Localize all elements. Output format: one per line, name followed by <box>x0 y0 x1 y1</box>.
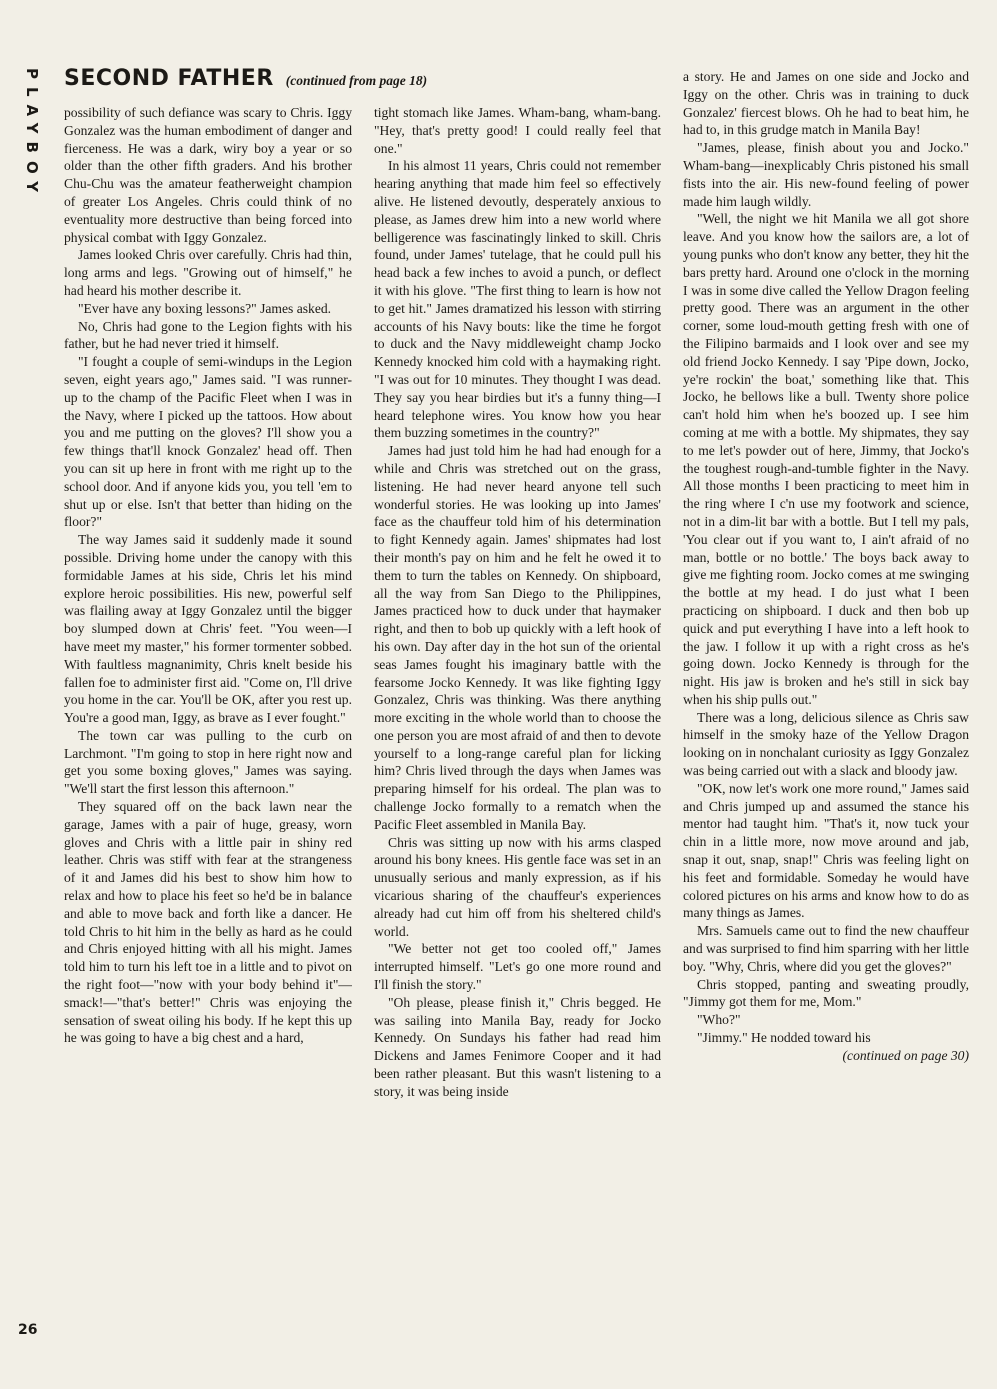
paragraph: Chris was sitting up now with his arms clasped around his bony knees. His gentle face was set in an unusually serious and manly expression, as if his vicarious sharing of the chauffeur's experiences already had cut him off from his sheltered child's world. <box>374 834 661 939</box>
story-header <box>64 66 664 98</box>
continued-from-note: (continued from page 18) <box>285 73 428 88</box>
vertical-magazine-logo <box>20 67 44 201</box>
text-column-1 <box>64 104 352 1344</box>
page-number: 26 <box>18 1322 38 1338</box>
paragraph: "I fought a couple of semi-windups in the Legion seven, eight years ago," James said. "I was runner-up to the champ of the Pacific Fleet when I was in the Navy, where I picked up the tattoos. How about you and me putting on the gloves? I'll show you a few things that'll knock Gonzalez' head off. Then you can sit up here in front with me right up to the school door. And if anyone kids you, you tell 'em to shut up or else. Isn't that better than hiding on the floor?" <box>64 354 352 530</box>
paragraph: The way James said it suddenly made it sound possible. Driving home under the canopy with this formidable James at his side, Chris let his mind explore heroic possibilities. His new, powerful self was flailing away at Iggy Gonzalez until the bigger boy slumped down at Chris' feet. "You ween—I have meet my master," his former tormenter sobbed. With faultless magnanimity, Chris knelt beside his fallen foe to administer first aid. "Come on, I'll drive you home in the car. You'll be OK, after you rest up. You're a good man, Iggy, as brave as I ever fought." <box>64 532 352 726</box>
paragraph: James looked Chris over carefully. Chris had thin, long arms and legs. "Growing out of himself," he had heard his mother describe it. <box>64 247 352 298</box>
paragraph: No, Chris had gone to the Legion fights with his father, but he had never tried it himself. <box>64 318 352 352</box>
paragraph: They squared off on the back lawn near the garage, James with a pair of huge, greasy, worn gloves and Chris with a little pair in shiny red leather. Chris was stiff with fear at the strangeness of it and James did his best to show him how to relax and how to place his feet so he'd be in balance and able to move back and forth like a dancer. He told Chris to hit him in the belly as hard as he could and Chris enjoyed hitting with all his might. James told him to turn his left toe in a little and to pivot on the right foot—"now with your body behind it"—smack!—"that's better!" Chris was enjoying the sensation of sweat oiling his body. If he kept this up he was going to have a big chest and a hard, <box>64 799 352 1046</box>
text-column-2 <box>374 104 661 1344</box>
paragraph: "Jimmy." He nodded toward his <box>697 1030 871 1046</box>
text-column-3 <box>683 68 969 1358</box>
paragraph: "Who?" <box>697 1012 741 1028</box>
paragraph: "Well, the night we hit Manila we all got shore leave. And you know how the sailors are, a lot of young punks who don't know any better, they hit the bars pretty hard. Around one o'clock in the morning I was in some dive called the Yellow Dragon feeling pretty good. There was an argument in the other corner, some loud-mouth getting fresh with one of the Filipino barmaids and I look over and see my old friend Jocko Kennedy. I say 'Pipe down, Jocko, ye're rockin' the boat,' something like that. This Jocko, he bellows like a bull. Twenty shore police can't hold him when he's boozed up. I see him coming at me with a bottle. My shipmates, they say to me let's powder out of here, Jimmy, that Jocko's the toughest rough-and-tumble fighter in the Navy. All those months I been practicing to meet him in the ring where I c'n use my footwork and science, not in a dim-lit bar with a bottle. But I tell my pals, 'You clear out if you want to, I ain't afraid of no man, bottle or no bottle.' The boys back away to give me fighting room. Jocko comes at me swinging the bottle at my head. I do just what I been practicing on shipboard. I duck and then bob up quick and put everything I have into a left hook to the jaw. I follow it up with a right cross as he's going down. Jocko Kennedy is through for the night. His jaw is broken and he's still in sick bay when his ship pulls out." <box>683 211 969 707</box>
paragraph: "Oh please, please finish it," Chris begged. He was sailing into Manila Bay, ready for Jocko Kennedy. On Sundays his father had read him Dickens and James Fenimore Cooper and it had been rather pleasant. But this wasn't listening to a story, it was being inside <box>374 994 661 1099</box>
paragraph: "OK, now let's work one more round," James said and Chris jumped up and assumed the stance his mentor had taught him. "That's it, now tuck your chin in a little more, now move around and jab, snap it out, snap, snap!" Chris was feeling light on his feet and formidable. Someday he would have colored pictures on his arms and know how to do as many things as James. <box>683 780 969 921</box>
paragraph: In his almost 11 years, Chris could not remember hearing anything that made him feel so effectively alive. He listened devoutly, desperately anxious to please, as James drew him into a new world where belligerence was fascinatingly linked to skill. Chris found, under James' tutelage, that he could pull his head back a few inches to avoid a punch, or deflect it with his glove. "The first thing to learn is how not to get hit." James dramatized his lesson with stirring accounts of his Navy bouts: like the time he forgot to duck and the Navy middleweight champ Jocko Kennedy knocked him cold with a haymaking right. "I was out for 10 minutes. They thought I was dead. They say you hear birdies but it's a funny thing—I heard telephone wires. You know how you hear them buzzing sometimes in the country?" <box>374 158 661 441</box>
paragraph: a story. He and James on one side and Jocko and Iggy on the other. Chris was in training to duck Gonzalez' fiercest blows. Oh he had to beat him, he had to, in this grudge match in Manila Bay! <box>683 69 969 138</box>
magazine-logo-text: PLAYBOY <box>23 67 41 201</box>
paragraph: There was a long, delicious silence as Chris saw himself in the smoky haze of the Yellow Dragon looking on in nonchalant curiosity as Iggy Gonzalez was being carried out with a slack and bloody jaw. <box>683 709 969 779</box>
paragraph: "James, please, finish about you and Jocko." Wham-bang—inexplicably Chris pistoned his small fists into the air. His new-found feeling of power made him laugh wildly. <box>683 140 969 209</box>
paragraph: James had just told him he had had enough for a while and Chris was stretched out on the grass, listening. He had never heard anyone tell such wonderful stories. He was looking up into James' face as the chauffeur told him of his determination to fight Kennedy again. James' shipmates had lost their month's pay on him and he felt he owed it to them to turn the tables on Kennedy. On shipboard, all the way from San Diego to the Philippines, James practiced how to duck under that haymaker right, and then to bob up quickly with a left hook of his own. Day after day in the hot sun of the oriental seas James fought his imaginary battle with the fearsome Jocko Kennedy. It was like fighting Iggy Gonzalez, Chris was thinking. Was there anything more exciting in the whole world than to choose the one person you are most afraid of and then to devote yourself to a long-range careful plan for licking him? Chris lived through the days when James was preparing himself for his ordeal. The plan was to challenge Jocko formally to a rematch when the Pacific Fleet assembled in Manila Bay. <box>374 443 661 832</box>
paragraph: "We better not get too cooled off," James interrupted himself. "Let's go one more round and I'll finish the story." <box>374 941 661 993</box>
story-title: SECOND FATHER <box>64 66 274 91</box>
paragraph: Mrs. Samuels came out to find the new chauffeur and was surprised to find him sparring with her little boy. "Why, Chris, where did you get the gloves?" <box>683 923 969 974</box>
continued-on-note: (continued on page 30) <box>842 1047 969 1063</box>
paragraph: Chris stopped, panting and sweating proudly, "Jimmy got them for me, Mom." <box>683 976 969 1010</box>
paragraph: tight stomach like James. Wham-bang, wham-bang. "Hey, that's pretty good! I could really feel that one." <box>374 105 661 156</box>
paragraph: possibility of such defiance was scary to Chris. Iggy Gonzalez was the human embodiment of danger and fierceness. He was a dark, wiry boy a year or so older than the other fifth graders. And his brother Chu-Chu was the amateur featherweight champion of greater Los Angeles. Chris could think of no eventuality more destructive than being forced into physical combat with Iggy Gonzalez. <box>64 105 352 245</box>
paragraph: "Ever have any boxing lessons?" James asked. <box>78 300 332 316</box>
paragraph: The town car was pulling to the curb on Larchmont. "I'm going to stop in here right now and get you some boxing gloves," James was saying. "We'll start the first lesson this afternoon." <box>64 727 352 797</box>
